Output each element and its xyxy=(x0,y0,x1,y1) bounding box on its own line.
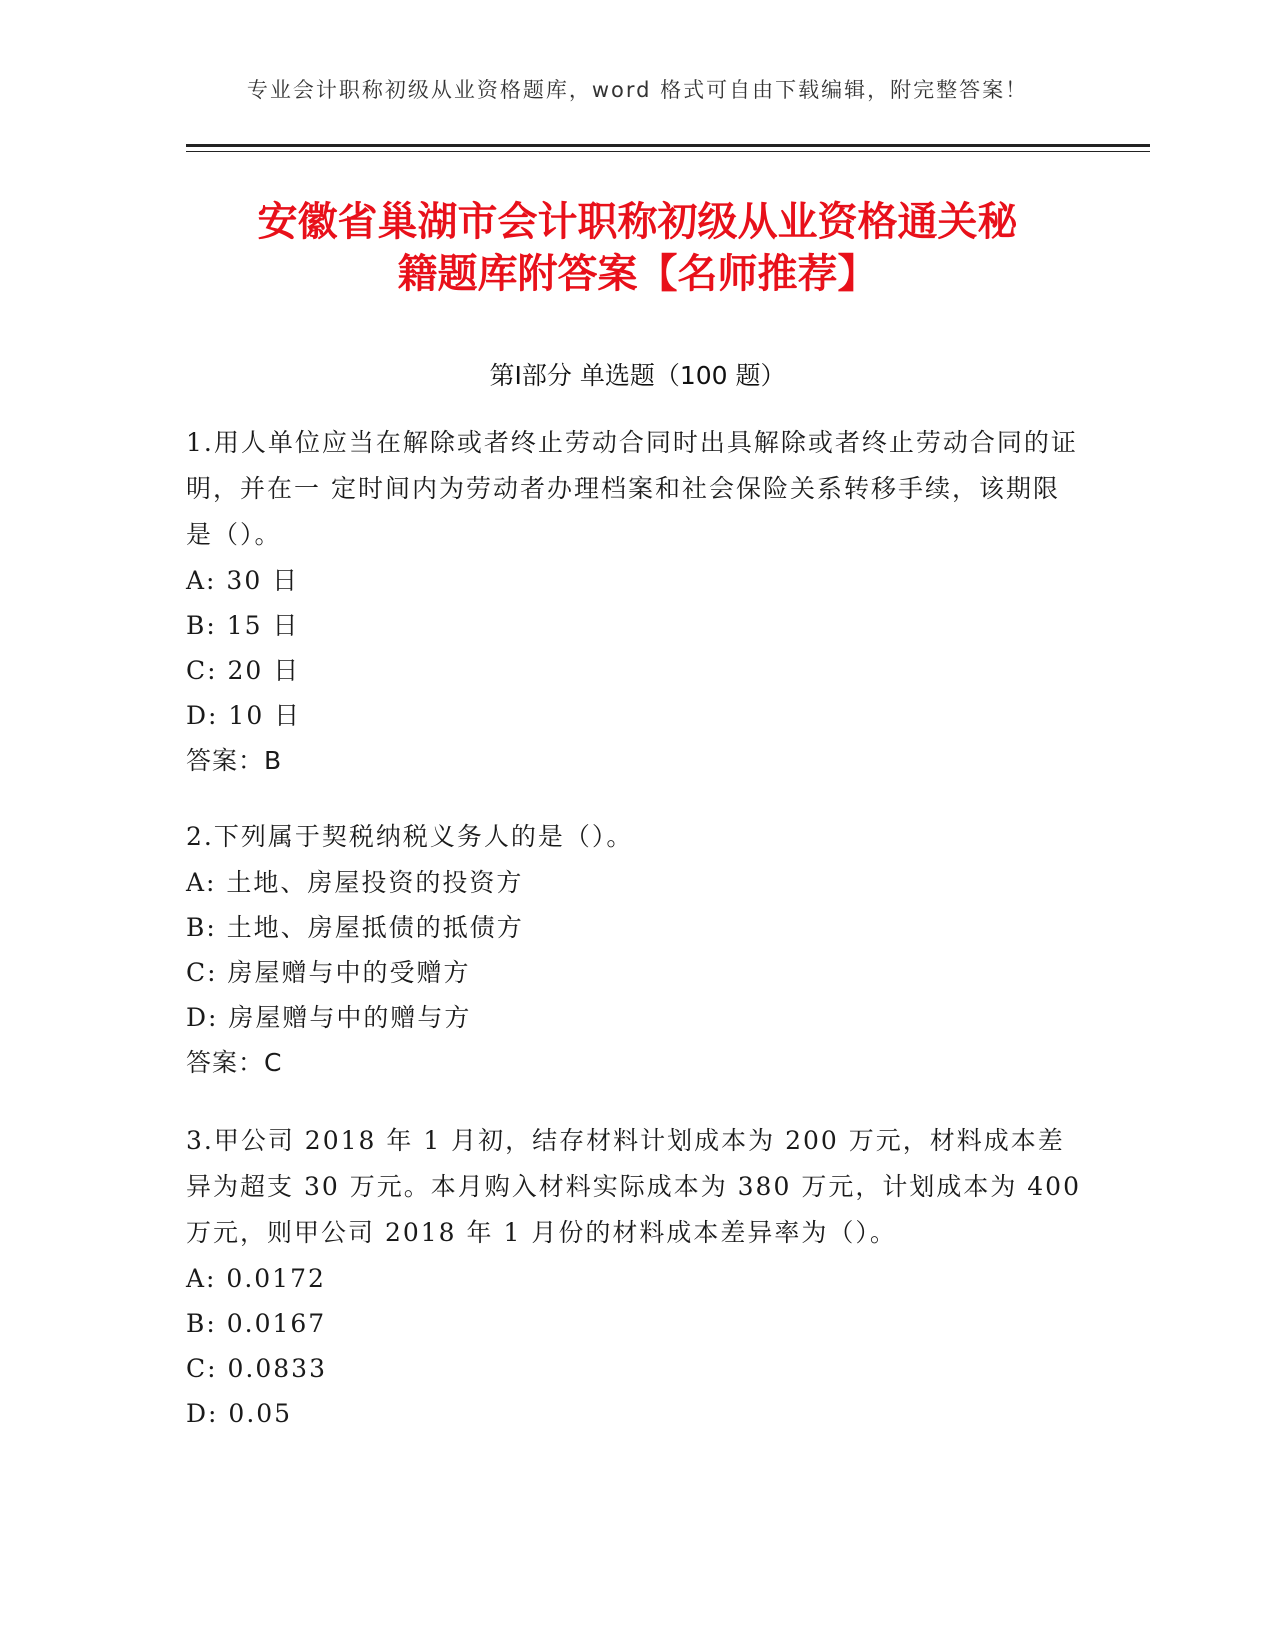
option-b: B: 0.0167 xyxy=(186,1309,327,1338)
question-stem: 1.用人单位应当在解除或者终止劳动合同时出具解除或者终止劳动合同的证明，并在一 定时间内为劳动者办理档案和社会保险关系转移手续，该期限是（）。 xyxy=(186,428,1078,549)
question-stem: 2.下列属于契税纳税义务人的是（）。 xyxy=(186,822,634,851)
option-c: C: 房屋赠与中的受赠方 xyxy=(186,958,471,987)
document-title-line-1: 安徽省巢湖市会计职称初级从业资格通关秘 xyxy=(257,199,1018,245)
header-rule-thick xyxy=(186,144,1150,147)
option-a: A: 土地、房屋投资的投资方 xyxy=(186,868,524,897)
document-title xyxy=(160,196,1115,300)
option-d: D: 0.05 xyxy=(186,1399,293,1428)
option-b: B: 15 日 xyxy=(186,611,300,640)
answer-label: 答案：B xyxy=(186,746,283,775)
question-2 xyxy=(186,814,1086,1086)
header-note: 专业会计职称初级从业资格题库，word 格式可自由下载编辑，附完整答案！ xyxy=(246,78,1029,102)
option-d: D: 房屋赠与中的赠与方 xyxy=(186,1003,472,1032)
option-c: C: 20 日 xyxy=(186,656,301,685)
section-title: 第Ⅰ部分 单选题（100 题） xyxy=(489,361,786,390)
option-b: B: 土地、房屋抵债的抵债方 xyxy=(186,913,524,942)
question-3 xyxy=(186,1118,1086,1436)
answer-label: 答案：C xyxy=(186,1048,283,1077)
option-d: D: 10 日 xyxy=(186,701,302,730)
option-c: C: 0.0833 xyxy=(186,1354,327,1383)
option-a: A: 30 日 xyxy=(186,566,300,595)
option-a: A: 0.0172 xyxy=(186,1264,326,1293)
question-1 xyxy=(186,420,1086,784)
document-title-line-2: 籍题库附答案【名师推荐】 xyxy=(397,251,878,297)
header-rule-thin xyxy=(186,151,1150,152)
question-stem: 3.甲公司 2018 年 1 月初，结存材料计划成本为 200 万元，材料成本差异为超支 30 万元。本月购入材料实际成本为 380 万元，计划成本为 400 万元，则甲公司 2018 年 1 月份的材料成本差异率为（）。 xyxy=(186,1126,1081,1247)
